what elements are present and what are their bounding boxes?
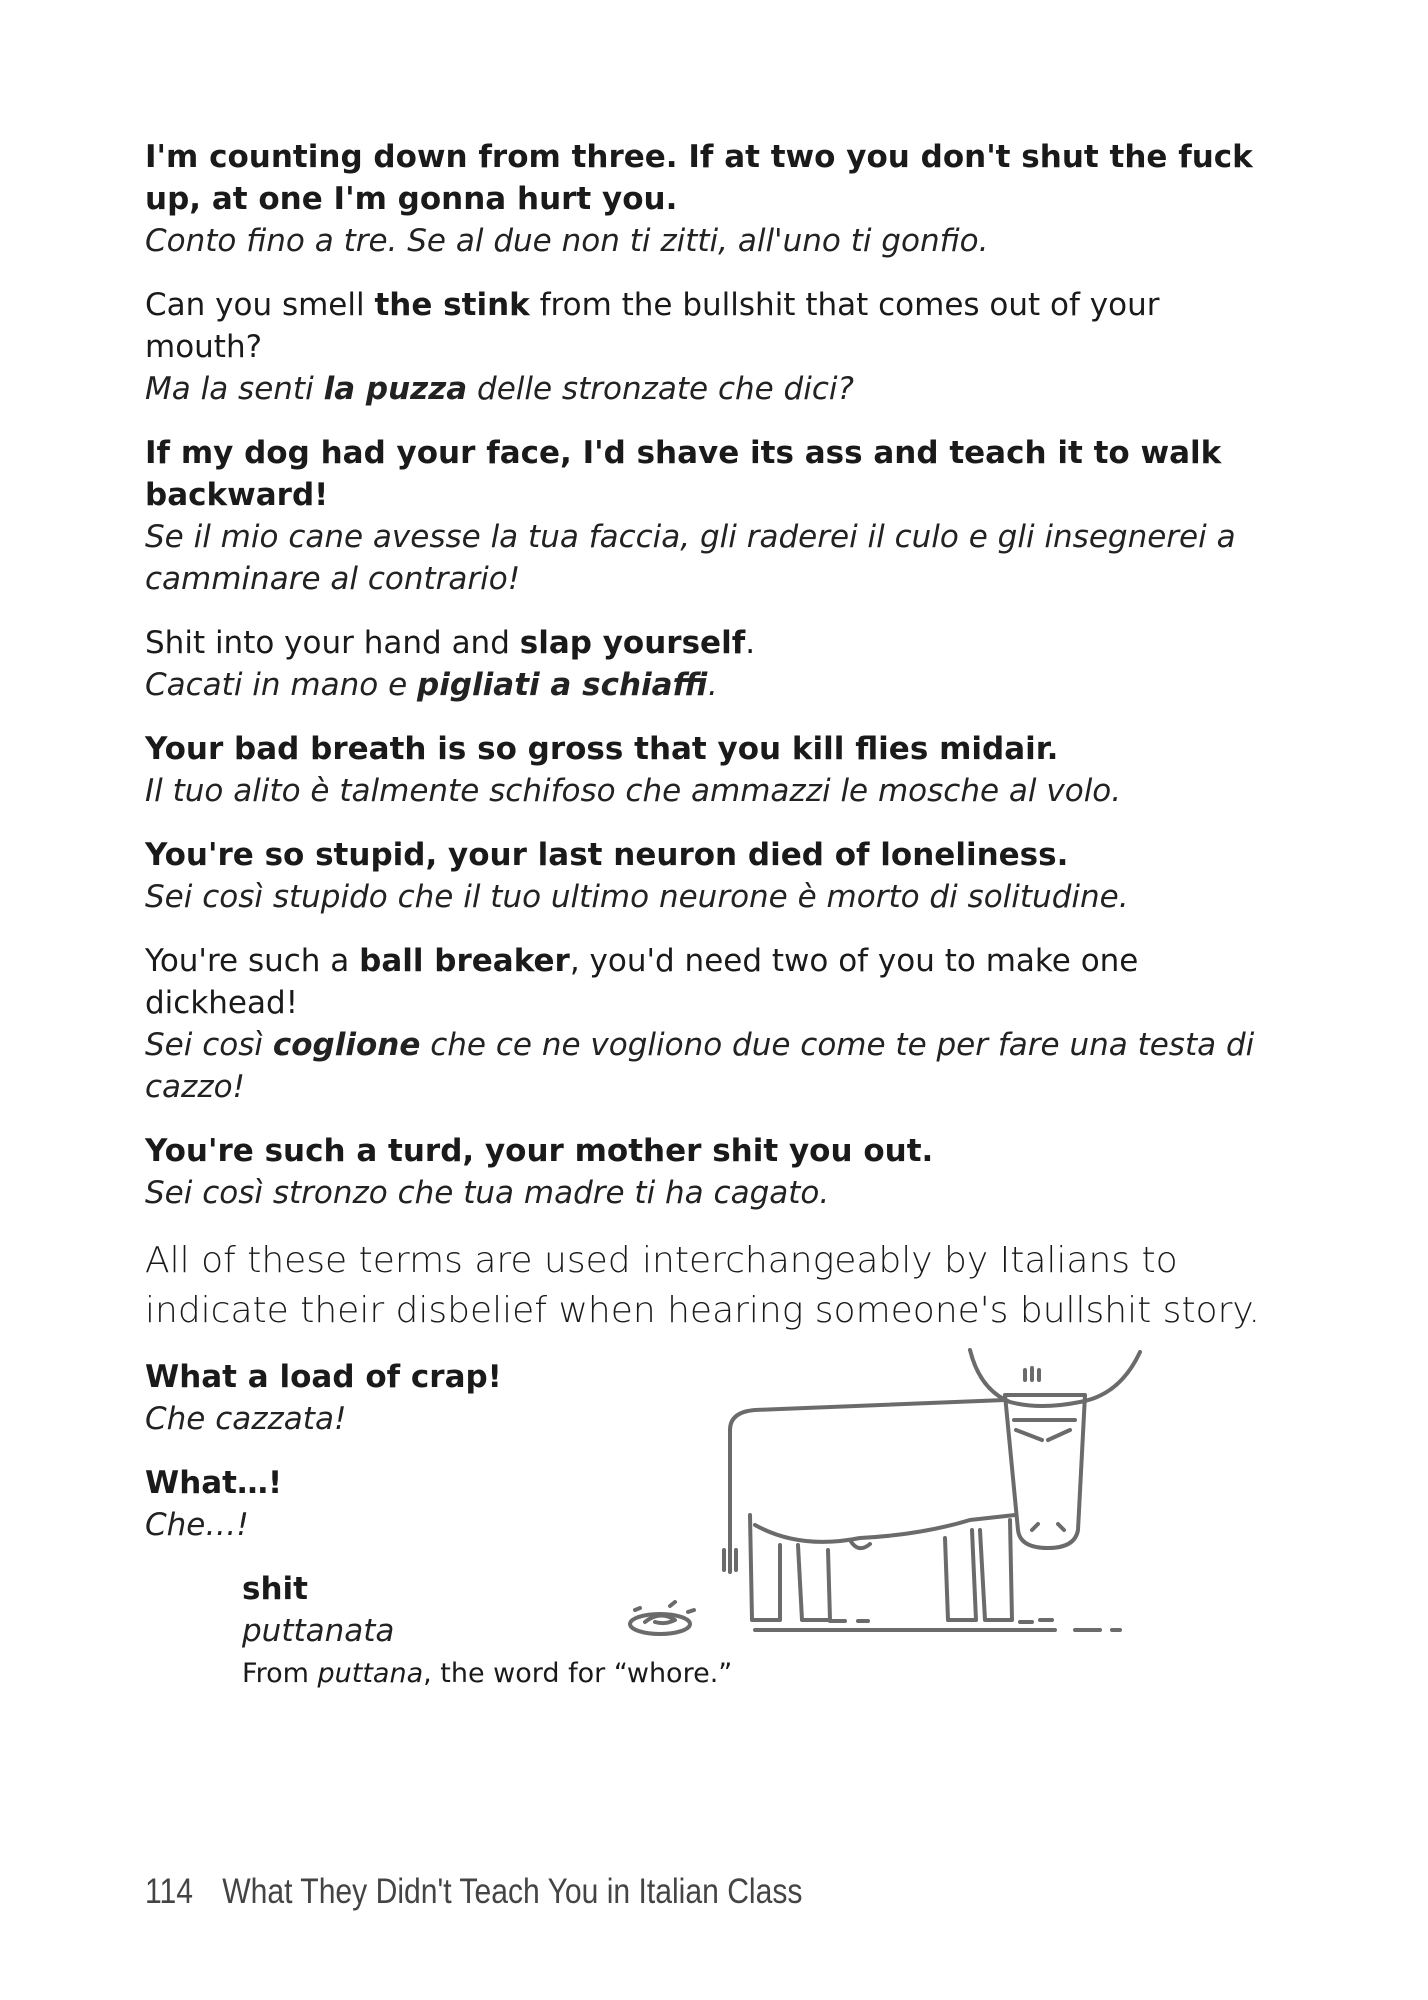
italian-translation: Conto fino a tre. Se al due non ti zitti, all'uno ti gonfio. — [145, 223, 989, 259]
english-term: shit — [242, 1571, 308, 1607]
italian-translation: Sei così stupido che il tuo ultimo neurone è morto di solitudine. — [145, 879, 1129, 915]
english-phrase: If my dog had your face, I'd shave its ass and teach it to walk backward! — [145, 435, 1222, 513]
italian-translation: Ma la senti la puzza delle stronzate che dici? — [145, 371, 854, 407]
english-phrase: What…! — [145, 1465, 283, 1501]
highlighted-term: ball breaker — [359, 943, 570, 979]
english-phrase: You're such a ball breaker, you'd need two of you to make one dickhead! — [145, 943, 1139, 1021]
bull-icon — [620, 1340, 1160, 1670]
phrase-entry — [145, 834, 1255, 918]
english-phrase: Can you smell the stink from the bullshit that comes out of your mouth? — [145, 287, 1160, 365]
highlighted-term: slap yourself — [519, 625, 746, 661]
italian-translation: Che cazzata! — [145, 1401, 347, 1437]
phrase-entry — [145, 728, 1255, 812]
phrase-entry — [145, 1130, 1255, 1214]
etymology-note: From puttana, the word for “whore.” — [242, 1658, 733, 1689]
page-number: 114 — [145, 1872, 193, 1911]
phrase-entry — [145, 940, 1255, 1108]
english-phrase: Shit into your hand and slap yourself. — [145, 625, 756, 661]
english-phrase: What a load of crap! — [145, 1359, 502, 1395]
italian-translation: Cacati in mano e pigliati a schiaffi. — [145, 667, 718, 703]
highlighted-term: la puzza — [323, 371, 468, 407]
phrase-entry — [145, 622, 1255, 706]
italian-translation: Se il mio cane avesse la tua faccia, gli raderei il culo e gli insegnerei a camminare al contrario! — [145, 519, 1236, 597]
highlighted-term: coglione — [272, 1027, 421, 1063]
english-phrase: You're so stupid, your last neuron died of loneliness. — [145, 837, 1069, 873]
phrase-entry — [145, 432, 1255, 600]
phrase-entry — [145, 284, 1255, 410]
highlighted-term: pigliati a schiaffi — [417, 667, 708, 703]
book-title: What They Didn't Teach You in Italian Class — [222, 1872, 803, 1911]
english-phrase: You're such a turd, your mother shit you out. — [145, 1133, 934, 1169]
english-phrase: I'm counting down from three. If at two you don't shut the fuck up, at one I'm gonna hurt you. — [145, 139, 1253, 217]
section-intro: All of these terms are used interchangeably by Italians to indicate their disbelief when hearing someone's bullshit story. — [145, 1240, 1260, 1331]
note-word: puttana — [317, 1658, 424, 1689]
english-phrase: Your bad breath is so gross that you kill flies midair. — [145, 731, 1059, 767]
phrase-entry — [145, 136, 1255, 262]
highlighted-term: the stink — [374, 287, 530, 323]
italian-translation: Che…! — [145, 1507, 249, 1543]
italian-term: puttanata — [242, 1613, 395, 1649]
italian-translation: Il tuo alito è talmente schifoso che ammazzi le mosche al volo. — [145, 773, 1122, 809]
italian-translation: Sei così stronzo che tua madre ti ha cagato. — [145, 1175, 830, 1211]
italian-translation: Sei così coglione che ce ne vogliono due come te per fare una testa di cazzo! — [145, 1027, 1255, 1105]
page-footer — [145, 1872, 802, 1912]
